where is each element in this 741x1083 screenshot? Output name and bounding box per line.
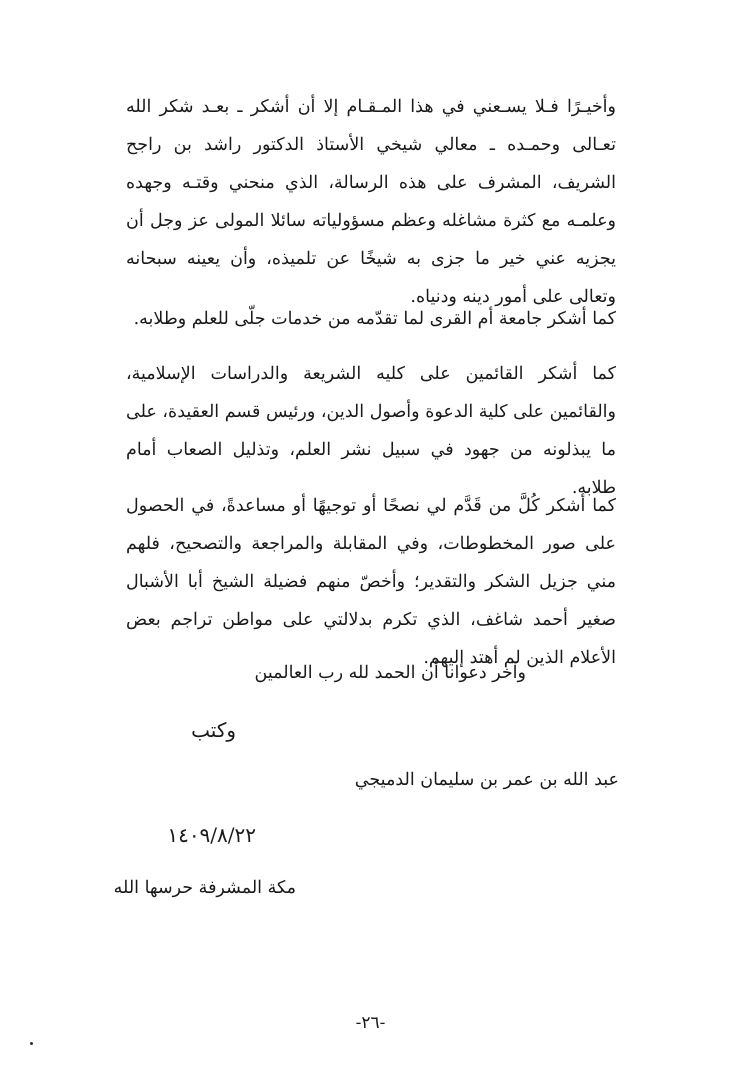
acknowledgement-paragraph-helpers (126, 487, 616, 677)
author-name: عبد الله بن عمر بن سليمان الدميجي (354, 770, 619, 790)
acknowledgement-paragraph-faculty (126, 355, 616, 507)
place-name: مكة المشرفة حرسها الله (113, 878, 296, 898)
acknowledgement-paragraph-university (126, 300, 616, 338)
paragraph-text: كما أشكر جامعة أم القرى لما تقدّمه من خدمات جلّى للعلم وطلابه. (133, 309, 616, 329)
paragraph-text: كما أشكر كُلَّ من قَدَّم لي نصحًا أو توجيهًا أو مساعدةً، في الحصول على صور المخطوطات، وفي المقابلة والمراجعة والتصحيح، فلهم مني جزيل الشكر والتقدير؛ وأخصّ منهم فضيلة الشيخ أبا الأشبال صغير أحمد شاغف، الذي تكرم بدلالتي على مواطن تراجم بعض الأعلام الذين لم أهتد إليهم. (126, 496, 616, 668)
closing-prayer: وآخر دعوانا أن الحمد لله رب العالمين (254, 663, 526, 683)
paragraph-text: كما أشكر القائمين على كليه الشريعة والدراسات الإسلامية، والقائمين على كلية الدعوة وأصول الدين، ورئيس قسم العقيدة، على ما يبذلونه من جهود في سبيل نشر العلم، وتذليل الصعاب أمام طلابه. (126, 364, 616, 498)
signed-label: وكتب (191, 718, 236, 742)
hijri-date: ١٤٠٩/٨/٢٢ (167, 823, 256, 847)
scan-speck (30, 1042, 33, 1045)
acknowledgement-paragraph-supervisor (126, 88, 616, 316)
page-number: -٢٦- (355, 1013, 386, 1033)
paragraph-text: وأخيـرًا فـلا يسـعني في هذا المـقـام إلا أن أشكر ـ بعـد شكر الله تعـالى وحمـده ـ معالي شيخي الأستاذ الدكتور راشد بن راجح الشريف، المشرف على هذه الرسالة، الذي منحني وقتـه وجهده وعلمـه مع كثرة مشاغله وعظم مسؤولياته سائلا المولى عز وجل أن يجزيه عني خير ما جزى به شيخًا عن تلميذه، وأن يعينه سبحانه وتعالى على أمور دينه ودنياه. (126, 97, 616, 307)
